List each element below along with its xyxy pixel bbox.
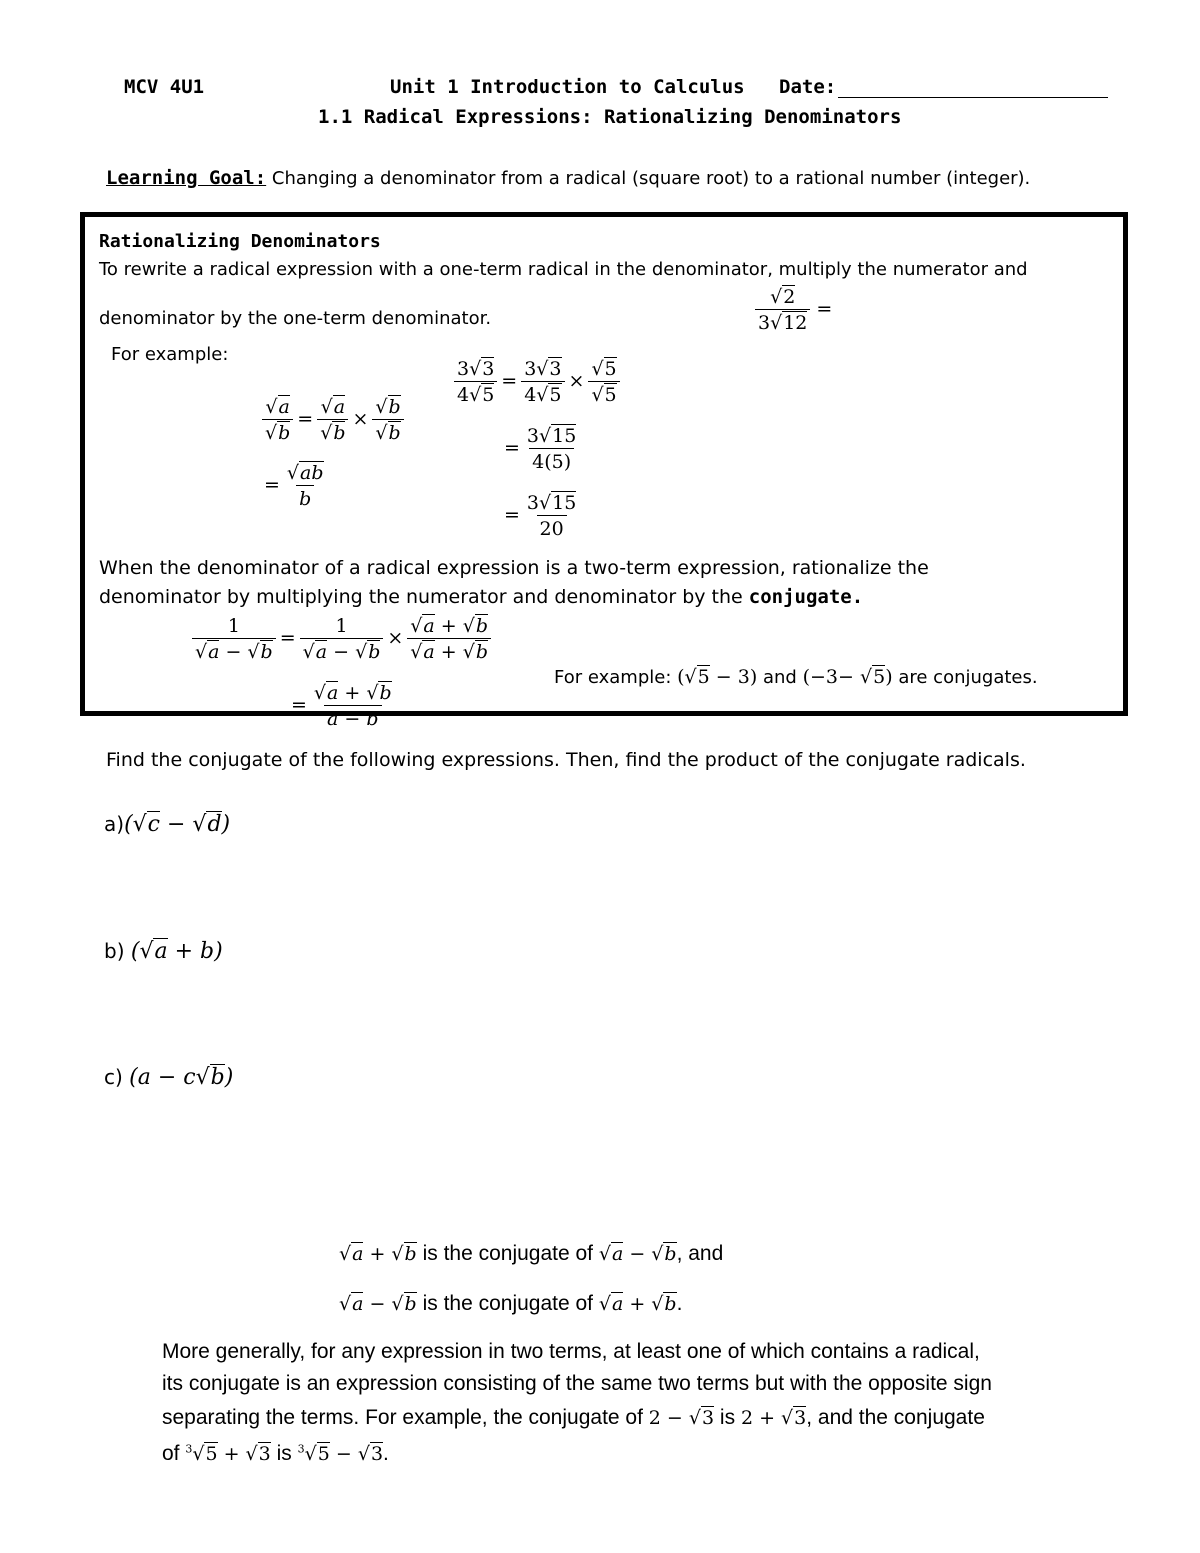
note-para-3-and: , and the conjugate [806, 1406, 985, 1429]
note-line-1: √a + √b is the conjugate of √a − √b, and [339, 1242, 724, 1265]
unit-title: Unit 1 Introduction to Calculus [390, 76, 745, 98]
page-title: 1.1 Radical Expressions: Rationalizing Denominators [318, 106, 902, 128]
question-a-label: a) [104, 812, 125, 836]
question-c-label: c) [104, 1065, 123, 1089]
note-para-4-end: . [383, 1442, 389, 1465]
question-c: c) (a − c√b) [104, 1065, 234, 1090]
date-label: Date: [779, 76, 837, 98]
example-3sqrt3: $\frac{3√3}{4√5}$ = $\frac{3√3}{4√5}$ × $\frac{√5}{√5}$ [454, 358, 620, 406]
question-prompt: Find the conjugate of the following expressions. Then, find the product of the conjugate radicals. [106, 749, 1026, 771]
box-line-1: To rewrite a radical expression with a one-term radical in the denominator, multiply the numerator and [99, 259, 1028, 280]
conj-example-tail: are conjugates. [898, 667, 1038, 688]
note-para-4-of: of [162, 1442, 180, 1465]
learning-goal [106, 167, 1030, 189]
note-para-4: of $^3$√5 + √3 is $^3$√5 − √3. [162, 1442, 389, 1465]
note-para-2: its conjugate is an expression consisting of the same two terms but with the opposite sign [162, 1372, 992, 1395]
note-para-1: More generally, for any expression in two terms, at least one of which contains a radical, [162, 1340, 980, 1363]
example-sqrt-ab-result: = $\frac{√ab}{b}$ [264, 462, 324, 510]
exercise-sqrt2: $\frac{√2}{3√12}$ = [755, 286, 832, 334]
note-line-2: √a − √b is the conjugate of √a + √b. [339, 1292, 683, 1315]
note-1-end: , and [676, 1242, 724, 1265]
two-term-line-1: When the denominator of a radical expression is a two-term expression, rationalize the [99, 557, 929, 579]
conjugate-example: For example: (√5 − 3) and (−3− √5) are conjugates. [554, 666, 1038, 688]
note-1-mid: is the conjugate of [422, 1242, 594, 1265]
learning-goal-text: Changing a denominator from a radical (square root) to a rational number (integer). [271, 168, 1031, 189]
example-sqrt-a-b: $\frac{√a}{√b}$ = $\frac{√a}{√b}$ × $\frac{√b}{√b}$ [262, 396, 404, 444]
course-code: MCV 4U1 [124, 76, 205, 98]
question-a: a)(√c − √d) [104, 812, 231, 837]
box-heading: Rationalizing Denominators [99, 231, 381, 252]
for-example-label: For example: [111, 344, 229, 365]
conj-example-and: and [762, 667, 797, 688]
note-para-3: separating the terms. For example, the conjugate of 2 − √3 is 2 + √3, and the conjugate [162, 1406, 985, 1429]
two-term-line-2 [99, 586, 863, 608]
example-3sqrt15-over-4-5: = $\frac{3√15}{4(5)}$ [504, 425, 577, 473]
conjugate-word: conjugate. [748, 586, 864, 608]
note-2-mid: is the conjugate of [422, 1292, 594, 1315]
box-line-2: denominator by the one-term denominator. [99, 308, 492, 329]
example-3sqrt15-over-20: = $\frac{3√15}{20}$ [504, 492, 577, 540]
question-b: b) (√a + b) [104, 939, 223, 964]
conj-example-label: For example: [554, 667, 672, 688]
example-conjugate-result: = $\frac{√a + √b}{a - b}$ [291, 682, 392, 730]
two-term-line-2-text: denominator by multiplying the numerator and denominator by the [99, 586, 743, 608]
example-conjugate-fraction: $\frac{1}{√a - √b}$ = $\frac{1}{√a - √b}$ × $\frac{√a + √b}{√a + √b}$ [192, 615, 491, 663]
learning-goal-label: Learning Goal: [106, 167, 267, 189]
note-2-end: . [676, 1292, 683, 1315]
question-b-label: b) [104, 939, 125, 963]
note-para-4-is: is [276, 1442, 292, 1465]
note-para-3-text: separating the terms. For example, the conjugate of [162, 1406, 643, 1429]
note-para-3-is: is [719, 1406, 736, 1429]
date-line[interactable] [838, 97, 1108, 98]
